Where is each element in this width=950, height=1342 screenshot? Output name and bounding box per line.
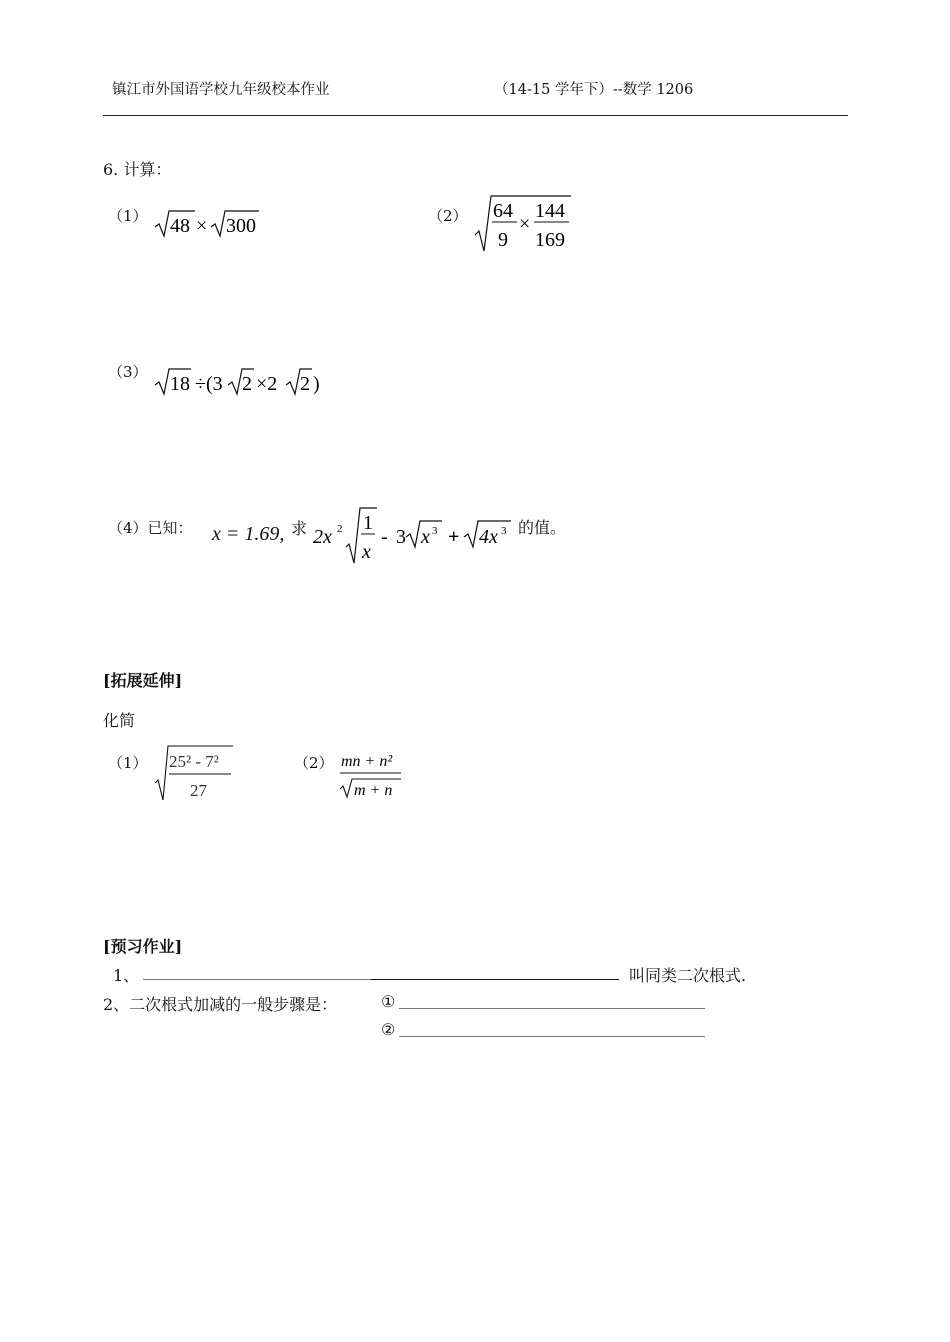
times-sign: × xyxy=(196,215,208,237)
exp-3a: 3 xyxy=(432,525,438,537)
radicand-300: 300 xyxy=(226,215,256,237)
tail-text: 的值。 xyxy=(518,518,567,537)
times-sign: × xyxy=(519,213,531,235)
item-2-label: （2） xyxy=(428,207,468,225)
radicand-2a: 2 xyxy=(242,373,252,395)
step-1-blank[interactable] xyxy=(399,992,705,1013)
minus-sign: - xyxy=(381,526,388,548)
expr-ext-2 xyxy=(338,745,408,803)
q2-prefix: 2、二次根式加减的一般步骤是： xyxy=(103,995,338,1014)
radicand-x: x xyxy=(421,526,430,548)
frac-b-num: 144 xyxy=(535,200,565,222)
coef-3: 3 xyxy=(396,526,406,548)
radicand-4x: 4x xyxy=(479,526,498,548)
ext-2-num: mn + n² xyxy=(341,753,393,770)
ext-1-num: 25² - 7² xyxy=(169,752,219,771)
q1-prefix: 1、 xyxy=(113,966,140,985)
ext-item-2-label: （2） xyxy=(294,754,334,772)
preview-title: [预习作业] xyxy=(103,937,183,956)
term-2x: 2x xyxy=(313,526,332,548)
header-course: （14-15 学年下）--数学 1206 xyxy=(494,82,694,98)
expr-sqrt-fraction-product xyxy=(473,193,578,255)
frac-b-den: 169 xyxy=(535,229,565,251)
step-1-marker: ① xyxy=(381,992,396,1011)
ext-item-1-label: （1） xyxy=(108,754,148,772)
frac-num-1: 1 xyxy=(363,512,373,534)
expr-sqrt48-times-sqrt300 xyxy=(153,206,268,238)
given-x-value: x = 1.69, xyxy=(212,523,285,545)
item-1-label: （1） xyxy=(108,207,148,225)
frac-a-num: 64 xyxy=(493,200,513,222)
qiu-label: 求 xyxy=(291,519,308,538)
item-3-label: （3） xyxy=(108,363,148,381)
close-paren: ) xyxy=(313,373,320,395)
frac-den-x: x xyxy=(362,541,371,563)
step-2-blank[interactable] xyxy=(399,1020,705,1041)
extension-instruction: 化简 xyxy=(103,711,136,730)
ext-2-den: m + n xyxy=(354,782,393,799)
expr-ext-1 xyxy=(153,743,243,803)
item-4-label: （4）已知： xyxy=(108,519,193,537)
header-rule xyxy=(103,115,848,116)
exp-2: 2 xyxy=(337,523,343,535)
radicand-48: 48 xyxy=(170,215,190,237)
exp-3b: 3 xyxy=(501,525,507,537)
plus-sign: + xyxy=(448,526,460,548)
step-2-marker: ② xyxy=(381,1020,396,1039)
q1-blank-b[interactable] xyxy=(371,963,619,984)
times-2: ×2 xyxy=(256,373,278,395)
div-open: ÷(3 xyxy=(195,373,223,395)
section-6-title: 6. 计算： xyxy=(103,160,172,179)
radicand-2b: 2 xyxy=(300,373,310,395)
ext-1-den: 27 xyxy=(190,781,207,800)
expr-sqrt18-div xyxy=(153,364,328,396)
radicand-18: 18 xyxy=(170,373,190,395)
expr-item-4 xyxy=(311,505,516,567)
q1-blank-a[interactable] xyxy=(143,963,371,984)
frac-a-den: 9 xyxy=(498,229,508,251)
extension-title: [拓展延伸] xyxy=(103,671,183,690)
q1-suffix: 叫同类二次根式. xyxy=(629,966,747,985)
header-school: 镇江市外国语学校九年级校本作业 xyxy=(112,82,330,98)
